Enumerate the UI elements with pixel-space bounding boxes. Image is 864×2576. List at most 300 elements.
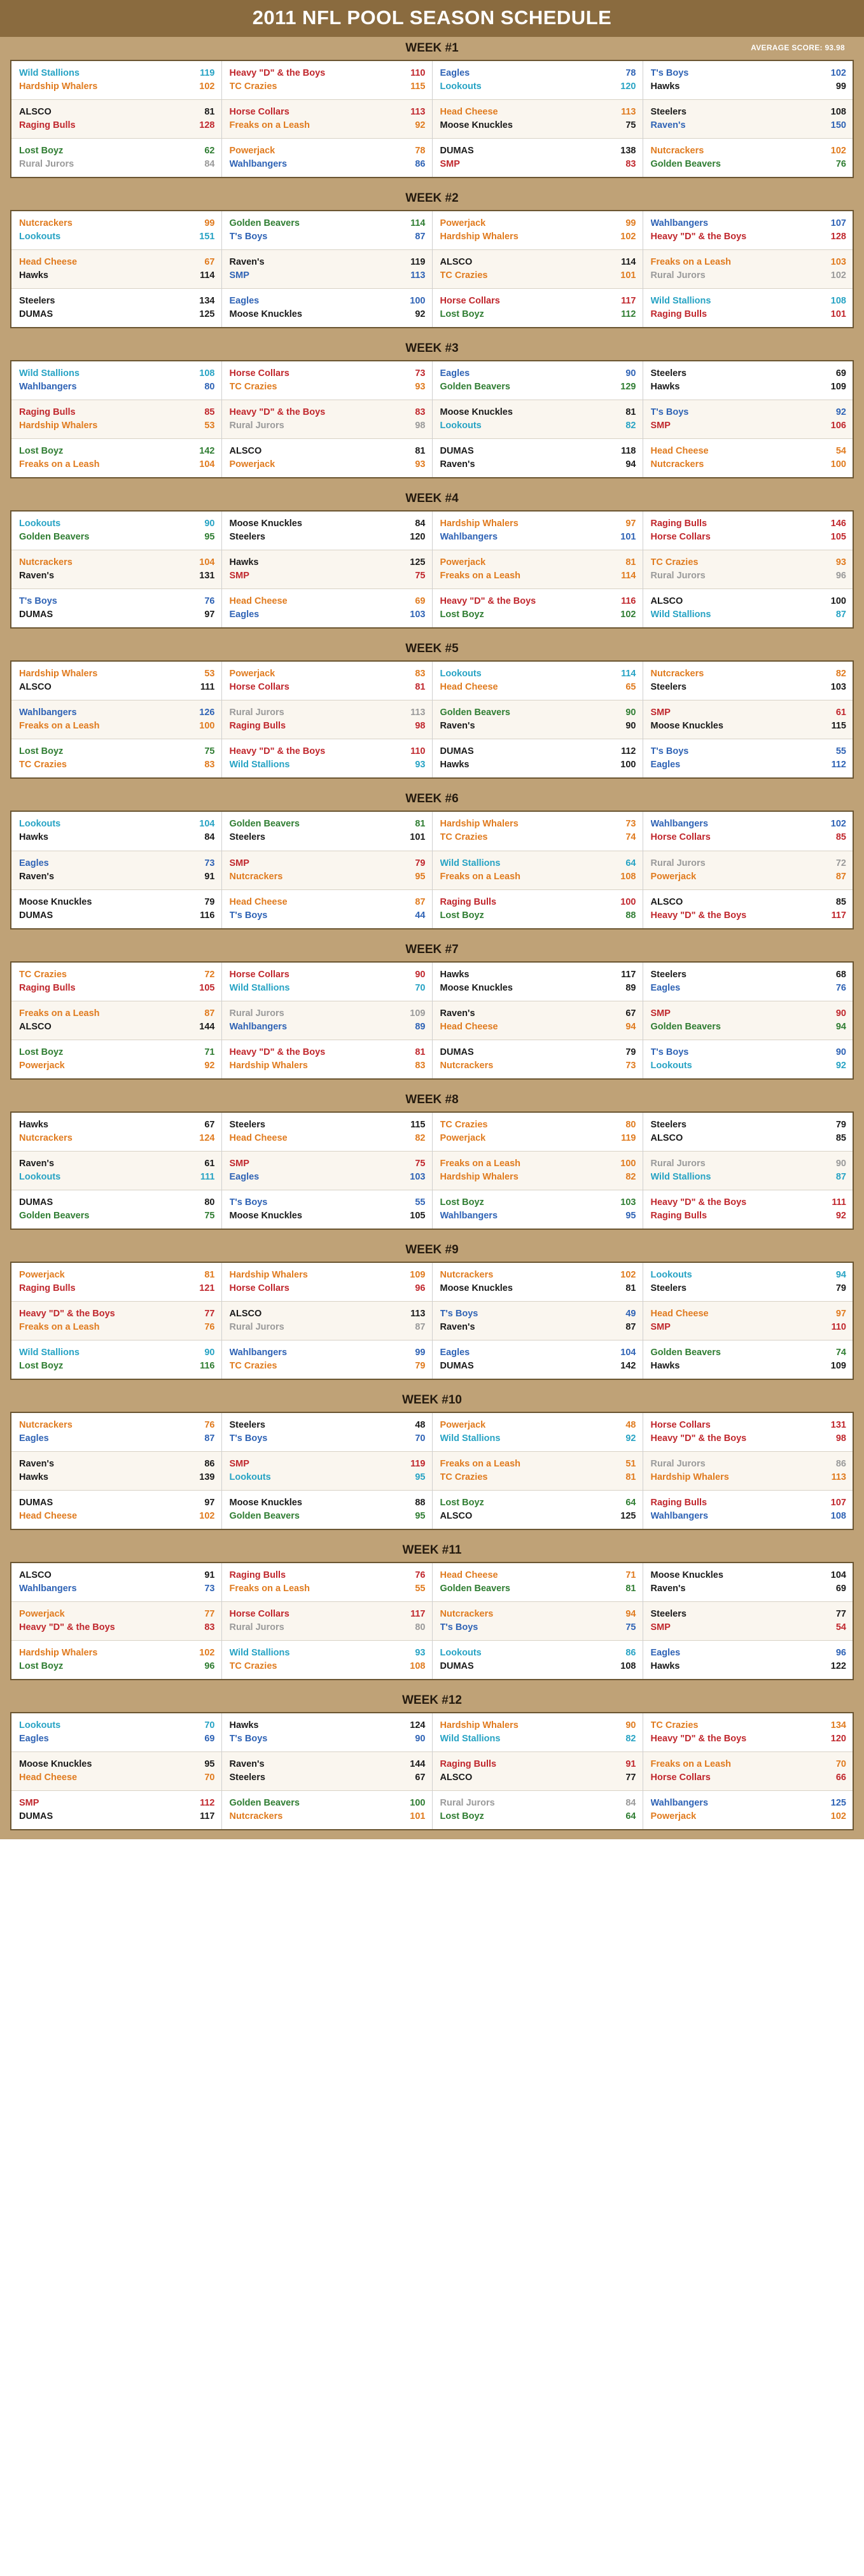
matchup-cell[interactable] xyxy=(221,400,432,439)
matchup-cell[interactable] xyxy=(432,1040,643,1079)
team-score-line xyxy=(440,144,636,158)
team-score-line xyxy=(230,1496,426,1510)
matchup-cell[interactable] xyxy=(432,1301,643,1340)
matchup-cell[interactable] xyxy=(643,1563,853,1602)
team-score: 87 xyxy=(835,609,846,620)
team-score: 102 xyxy=(620,1269,636,1280)
matchup-cell[interactable] xyxy=(432,1713,643,1752)
matchup-cell[interactable] xyxy=(432,361,643,400)
week-label: WEEK #10 xyxy=(402,1393,462,1407)
team-score: 117 xyxy=(200,1811,215,1822)
matchup xyxy=(643,851,853,889)
matchup-cell[interactable] xyxy=(221,1190,432,1229)
matchup-cell[interactable] xyxy=(221,100,432,139)
matchup-cell[interactable] xyxy=(643,739,853,779)
matchup-cell[interactable] xyxy=(221,589,432,629)
team-score: 87 xyxy=(625,1321,636,1332)
team-score: 75 xyxy=(625,120,636,131)
matchup xyxy=(11,550,221,588)
matchup xyxy=(222,400,432,438)
team-score-line xyxy=(651,667,847,681)
matchup-cell[interactable] xyxy=(432,511,643,550)
matchup-cell[interactable] xyxy=(643,1262,853,1302)
team-name: Lookouts xyxy=(19,819,61,830)
matchup-cell[interactable] xyxy=(221,889,432,929)
matchup-cell[interactable] xyxy=(643,1112,853,1152)
matchup-cell[interactable] xyxy=(432,1190,643,1229)
matchup-cell[interactable] xyxy=(221,1641,432,1680)
team-score: 102 xyxy=(199,81,215,92)
matchup xyxy=(433,851,643,889)
team-score-line xyxy=(440,1660,636,1673)
matchup-cell[interactable] xyxy=(11,100,221,139)
team-score: 124 xyxy=(199,1132,215,1143)
matchup-cell[interactable] xyxy=(643,211,853,250)
table-row xyxy=(11,1451,853,1490)
team-name: Head Cheese xyxy=(650,446,709,457)
team-score-line xyxy=(651,269,847,282)
matchup-cell[interactable] xyxy=(643,700,853,739)
team-name: Raven's xyxy=(19,871,55,882)
team-score-line xyxy=(19,667,215,681)
matchup-cell[interactable] xyxy=(11,1490,221,1529)
team-name: Lost Boyz xyxy=(19,446,64,457)
week-section xyxy=(0,1239,864,1389)
team-score-line xyxy=(651,556,847,569)
matchup xyxy=(222,439,432,477)
team-name: Wild Stallions xyxy=(440,1433,501,1444)
team-name: Wild Stallions xyxy=(440,858,501,868)
week-label: WEEK #11 xyxy=(402,1543,462,1557)
matchup-cell[interactable] xyxy=(221,1412,432,1452)
matchup-cell[interactable] xyxy=(432,289,643,328)
team-score-line xyxy=(19,458,215,471)
team-score: 102 xyxy=(199,1510,215,1521)
team-score: 55 xyxy=(415,1583,426,1594)
matchup-cell[interactable] xyxy=(11,1301,221,1340)
team-score: 105 xyxy=(830,532,846,543)
team-score: 119 xyxy=(200,68,215,78)
team-score: 87 xyxy=(835,1171,846,1182)
matchup-cell[interactable] xyxy=(221,962,432,1001)
team-score: 114 xyxy=(410,218,426,229)
matchup-cell[interactable] xyxy=(432,1641,643,1680)
matchup xyxy=(643,739,853,777)
table-row xyxy=(11,1151,853,1190)
matchup-cell[interactable] xyxy=(432,1791,643,1830)
matchup-cell[interactable] xyxy=(432,1752,643,1791)
matchup-cell[interactable] xyxy=(432,1451,643,1490)
matchup-cell[interactable] xyxy=(221,1451,432,1490)
matchup-cell[interactable] xyxy=(643,889,853,929)
matchup-cell[interactable] xyxy=(432,1001,643,1040)
matchup-cell[interactable] xyxy=(11,661,221,700)
matchup-cell[interactable] xyxy=(11,139,221,178)
matchup-cell[interactable] xyxy=(11,700,221,739)
team-score: 85 xyxy=(835,896,846,907)
team-name: Wahlbangers xyxy=(19,707,77,718)
team-name: TC Crazies xyxy=(440,832,488,843)
team-score-line xyxy=(651,1496,847,1510)
matchup xyxy=(11,439,221,477)
team-score: 105 xyxy=(410,1210,426,1221)
team-name: Raging Bulls xyxy=(650,519,707,529)
matchup-cell[interactable] xyxy=(643,60,853,100)
matchup xyxy=(11,1602,221,1640)
matchup-cell[interactable] xyxy=(432,400,643,439)
matchup-cell[interactable] xyxy=(221,139,432,178)
matchup-cell[interactable] xyxy=(432,1112,643,1152)
matchup-cell[interactable] xyxy=(221,661,432,700)
team-name: Steelers xyxy=(650,1119,686,1130)
matchup-cell[interactable] xyxy=(643,550,853,589)
team-name: Heavy "D" & the Boys xyxy=(19,1308,115,1319)
team-name: Lookouts xyxy=(440,1648,482,1658)
team-score-line xyxy=(230,1007,426,1020)
matchup-cell[interactable] xyxy=(643,1301,853,1340)
team-name: Hardship Whalers xyxy=(440,1720,519,1731)
team-score: 97 xyxy=(204,609,215,620)
matchup-cell[interactable] xyxy=(432,1151,643,1190)
team-name: Freaks on a Leash xyxy=(19,459,100,470)
team-score: 87 xyxy=(415,896,426,907)
matchup-cell[interactable] xyxy=(643,962,853,1001)
matchup-cell[interactable] xyxy=(11,1340,221,1379)
week-header xyxy=(10,1089,854,1111)
team-name: Raging Bulls xyxy=(650,1210,707,1221)
matchup-cell[interactable] xyxy=(11,1262,221,1302)
team-score-line xyxy=(651,1758,847,1771)
matchup-cell[interactable] xyxy=(643,851,853,889)
matchup-cell[interactable] xyxy=(11,1412,221,1452)
matchup xyxy=(222,1791,432,1829)
matchup-cell[interactable] xyxy=(643,589,853,629)
team-score-line xyxy=(440,1458,636,1471)
team-score-line xyxy=(651,67,847,80)
team-score-line xyxy=(440,896,636,909)
team-name: Moose Knuckles xyxy=(440,982,513,993)
team-name: Raven's xyxy=(19,1458,55,1469)
matchup-cell[interactable] xyxy=(432,1563,643,1602)
matchup-cell[interactable] xyxy=(221,289,432,328)
matchup-cell[interactable] xyxy=(11,250,221,289)
team-score: 93 xyxy=(835,557,846,568)
matchup-cell[interactable] xyxy=(432,1412,643,1452)
team-name: Eagles xyxy=(650,760,681,770)
team-name: Eagles xyxy=(440,1347,470,1358)
team-score: 84 xyxy=(625,1798,636,1809)
team-score-line xyxy=(230,608,426,622)
matchup-cell[interactable] xyxy=(221,361,432,400)
matchup-cell[interactable] xyxy=(432,60,643,100)
team-score-line xyxy=(440,1510,636,1523)
matchup-cell[interactable] xyxy=(643,289,853,328)
team-score-line xyxy=(440,982,636,995)
matchup-cell[interactable] xyxy=(11,811,221,851)
matchup-cell[interactable] xyxy=(11,1451,221,1490)
matchup-cell[interactable] xyxy=(11,589,221,629)
team-score-line xyxy=(19,681,215,694)
matchup-cell[interactable] xyxy=(221,1040,432,1079)
team-name: Heavy "D" & the Boys xyxy=(229,68,326,78)
matchup-cell[interactable] xyxy=(432,661,643,700)
matchup-cell[interactable] xyxy=(11,289,221,328)
matchup-cell[interactable] xyxy=(432,100,643,139)
team-score: 103 xyxy=(410,1171,426,1182)
matchup-cell[interactable] xyxy=(643,1040,853,1079)
matchup-cell[interactable] xyxy=(11,1001,221,1040)
team-score: 48 xyxy=(625,1419,636,1430)
matchup-cell[interactable] xyxy=(643,1151,853,1190)
team-score-line xyxy=(19,1419,215,1432)
matchup-cell[interactable] xyxy=(432,1262,643,1302)
team-score: 119 xyxy=(410,1458,426,1469)
team-score-line xyxy=(230,857,426,870)
matchup-cell[interactable] xyxy=(11,1713,221,1752)
matchup-cell[interactable] xyxy=(221,1001,432,1040)
matchup-cell[interactable] xyxy=(221,250,432,289)
matchup-cell[interactable] xyxy=(11,511,221,550)
team-score-line xyxy=(651,1647,847,1660)
team-name: Lookouts xyxy=(19,519,61,529)
team-score: 92 xyxy=(835,407,846,418)
team-score: 134 xyxy=(199,296,215,307)
team-name: Hardship Whalers xyxy=(440,232,519,242)
week-table xyxy=(10,1562,854,1680)
team-score-line xyxy=(230,1307,426,1321)
team-score: 76 xyxy=(415,1570,426,1580)
team-score: 87 xyxy=(415,232,426,242)
team-score: 151 xyxy=(199,232,215,242)
matchup-cell[interactable] xyxy=(432,589,643,629)
team-score-line xyxy=(651,1282,847,1295)
team-score-line xyxy=(651,758,847,772)
matchup-cell[interactable] xyxy=(643,811,853,851)
matchup-cell[interactable] xyxy=(11,739,221,779)
matchup-cell[interactable] xyxy=(643,661,853,700)
matchup-cell[interactable] xyxy=(643,400,853,439)
team-name: Heavy "D" & the Boys xyxy=(229,1047,326,1057)
matchup-cell[interactable] xyxy=(11,1040,221,1079)
matchup-cell[interactable] xyxy=(432,1490,643,1529)
matchup-cell[interactable] xyxy=(432,739,643,779)
matchup-cell[interactable] xyxy=(11,1151,221,1190)
team-score: 112 xyxy=(831,760,846,770)
table-row xyxy=(11,1791,853,1830)
matchup-cell[interactable] xyxy=(643,1791,853,1830)
matchup-cell[interactable] xyxy=(221,1563,432,1602)
team-name: Hardship Whalers xyxy=(650,1472,729,1482)
matchup-cell[interactable] xyxy=(432,211,643,250)
team-score-line xyxy=(230,458,426,471)
team-name: Golden Beavers xyxy=(440,382,510,393)
team-score-line xyxy=(19,1346,215,1360)
team-name: Freaks on a Leash xyxy=(19,1321,100,1332)
matchup-cell[interactable] xyxy=(11,889,221,929)
matchup-cell[interactable] xyxy=(11,962,221,1001)
matchup-cell[interactable] xyxy=(221,60,432,100)
matchup-cell[interactable] xyxy=(432,139,643,178)
team-score-line xyxy=(19,256,215,269)
team-score-line xyxy=(651,230,847,244)
team-name: Wild Stallions xyxy=(229,1648,290,1658)
team-name: Wild Stallions xyxy=(229,760,290,770)
team-score: 82 xyxy=(625,1171,636,1182)
matchup-cell[interactable] xyxy=(221,1151,432,1190)
matchup-cell[interactable] xyxy=(221,439,432,478)
team-name: Rural Jurors xyxy=(229,1008,284,1019)
matchup-cell[interactable] xyxy=(221,1752,432,1791)
matchup-cell[interactable] xyxy=(432,811,643,851)
matchup-cell[interactable] xyxy=(432,1340,643,1379)
matchup xyxy=(433,1602,643,1640)
matchup-cell[interactable] xyxy=(643,361,853,400)
team-name: Lost Boyz xyxy=(19,146,64,157)
matchup-cell[interactable] xyxy=(11,851,221,889)
team-score: 108 xyxy=(620,871,636,882)
matchup-cell[interactable] xyxy=(11,1641,221,1680)
matchup-cell[interactable] xyxy=(643,439,853,478)
team-name: Hawks xyxy=(19,270,48,281)
team-name: Nutcrackers xyxy=(19,1132,73,1143)
team-score-line xyxy=(230,1771,426,1785)
matchup-cell[interactable] xyxy=(11,400,221,439)
matchup-cell[interactable] xyxy=(643,1752,853,1791)
team-score: 91 xyxy=(204,871,215,882)
matchup-cell[interactable] xyxy=(11,550,221,589)
matchup-cell[interactable] xyxy=(221,550,432,589)
matchup-cell[interactable] xyxy=(221,511,432,550)
team-score-line xyxy=(230,1346,426,1360)
matchup-cell[interactable] xyxy=(11,361,221,400)
week-label: WEEK #4 xyxy=(405,492,459,506)
team-score: 99 xyxy=(415,1347,426,1358)
matchup-cell[interactable] xyxy=(643,139,853,178)
team-score-line xyxy=(19,1660,215,1673)
matchup-cell[interactable] xyxy=(432,550,643,589)
matchup-cell[interactable] xyxy=(643,1412,853,1452)
team-score-line xyxy=(440,608,636,622)
matchup-cell[interactable] xyxy=(11,1752,221,1791)
matchup-cell[interactable] xyxy=(643,1451,853,1490)
matchup-cell[interactable] xyxy=(643,1190,853,1229)
matchup-cell[interactable] xyxy=(11,1190,221,1229)
team-score: 122 xyxy=(830,1661,846,1672)
team-score-line xyxy=(230,1118,426,1132)
team-score: 116 xyxy=(621,596,636,607)
matchup-cell[interactable] xyxy=(643,1490,853,1529)
matchup-cell[interactable] xyxy=(643,1001,853,1040)
week-header xyxy=(10,1539,854,1562)
matchup-cell[interactable] xyxy=(432,250,643,289)
team-score: 84 xyxy=(204,832,215,843)
team-score-line xyxy=(19,367,215,380)
matchup-cell[interactable] xyxy=(432,700,643,739)
team-name: TC Crazies xyxy=(229,81,277,92)
matchup-cell[interactable] xyxy=(432,962,643,1001)
team-score-line xyxy=(651,1307,847,1321)
matchup-cell[interactable] xyxy=(221,1713,432,1752)
team-score-line xyxy=(19,569,215,583)
team-score: 90 xyxy=(625,721,636,732)
team-score: 125 xyxy=(410,557,426,568)
team-score: 90 xyxy=(625,707,636,718)
team-score: 114 xyxy=(621,669,636,679)
matchup-cell[interactable] xyxy=(221,1340,432,1379)
matchup-cell[interactable] xyxy=(221,811,432,851)
team-name: T's Boys xyxy=(229,1197,268,1208)
matchup-cell[interactable] xyxy=(11,211,221,250)
matchup xyxy=(643,1602,853,1640)
matchup-cell[interactable] xyxy=(221,1601,432,1640)
matchup-cell[interactable] xyxy=(221,1490,432,1529)
team-name: Freaks on a Leash xyxy=(229,120,310,131)
matchup-cell[interactable] xyxy=(11,1601,221,1640)
matchup-cell[interactable] xyxy=(432,889,643,929)
team-score: 113 xyxy=(621,107,636,118)
team-score-line xyxy=(440,380,636,394)
matchup-cell[interactable] xyxy=(11,1791,221,1830)
matchup-cell[interactable] xyxy=(11,60,221,100)
matchup-cell[interactable] xyxy=(221,1301,432,1340)
matchup-cell[interactable] xyxy=(643,1601,853,1640)
matchup xyxy=(11,139,221,177)
matchup-cell[interactable] xyxy=(11,439,221,478)
matchup-cell[interactable] xyxy=(643,250,853,289)
team-name: Heavy "D" & the Boys xyxy=(440,596,536,607)
matchup-cell[interactable] xyxy=(432,1601,643,1640)
matchup-cell[interactable] xyxy=(221,211,432,250)
matchup-cell[interactable] xyxy=(221,1262,432,1302)
team-score: 100 xyxy=(620,760,636,770)
matchup xyxy=(222,1491,432,1529)
team-score-line xyxy=(651,608,847,622)
matchup-cell[interactable] xyxy=(432,851,643,889)
matchup-cell[interactable] xyxy=(11,1563,221,1602)
team-score: 55 xyxy=(415,1197,426,1208)
matchup-cell[interactable] xyxy=(643,1713,853,1752)
matchup-cell[interactable] xyxy=(221,851,432,889)
matchup xyxy=(433,250,643,288)
matchup xyxy=(433,400,643,438)
matchup xyxy=(222,1563,432,1601)
matchup-cell[interactable] xyxy=(221,700,432,739)
team-score-line xyxy=(440,831,636,844)
matchup-cell[interactable] xyxy=(643,100,853,139)
matchup-cell[interactable] xyxy=(221,739,432,779)
table-row xyxy=(11,289,853,328)
team-name: Wahlbangers xyxy=(440,1210,498,1221)
team-score-line xyxy=(440,1432,636,1445)
team-score: 108 xyxy=(410,1661,426,1672)
matchup-cell[interactable] xyxy=(643,1641,853,1680)
team-name: Heavy "D" & the Boys xyxy=(229,746,326,757)
matchup-cell[interactable] xyxy=(643,511,853,550)
week-table xyxy=(10,360,854,478)
week-section xyxy=(0,938,864,1089)
matchup-cell[interactable] xyxy=(221,1791,432,1830)
matchup-cell[interactable] xyxy=(432,439,643,478)
matchup xyxy=(643,890,853,928)
matchup-cell[interactable] xyxy=(221,1112,432,1152)
matchup-cell[interactable] xyxy=(11,1112,221,1152)
team-score-line xyxy=(440,1797,636,1810)
team-score: 105 xyxy=(199,982,215,993)
team-score-line xyxy=(19,870,215,884)
matchup-cell[interactable] xyxy=(643,1340,853,1379)
team-name: Wahlbangers xyxy=(19,382,77,393)
team-score: 75 xyxy=(415,571,426,581)
